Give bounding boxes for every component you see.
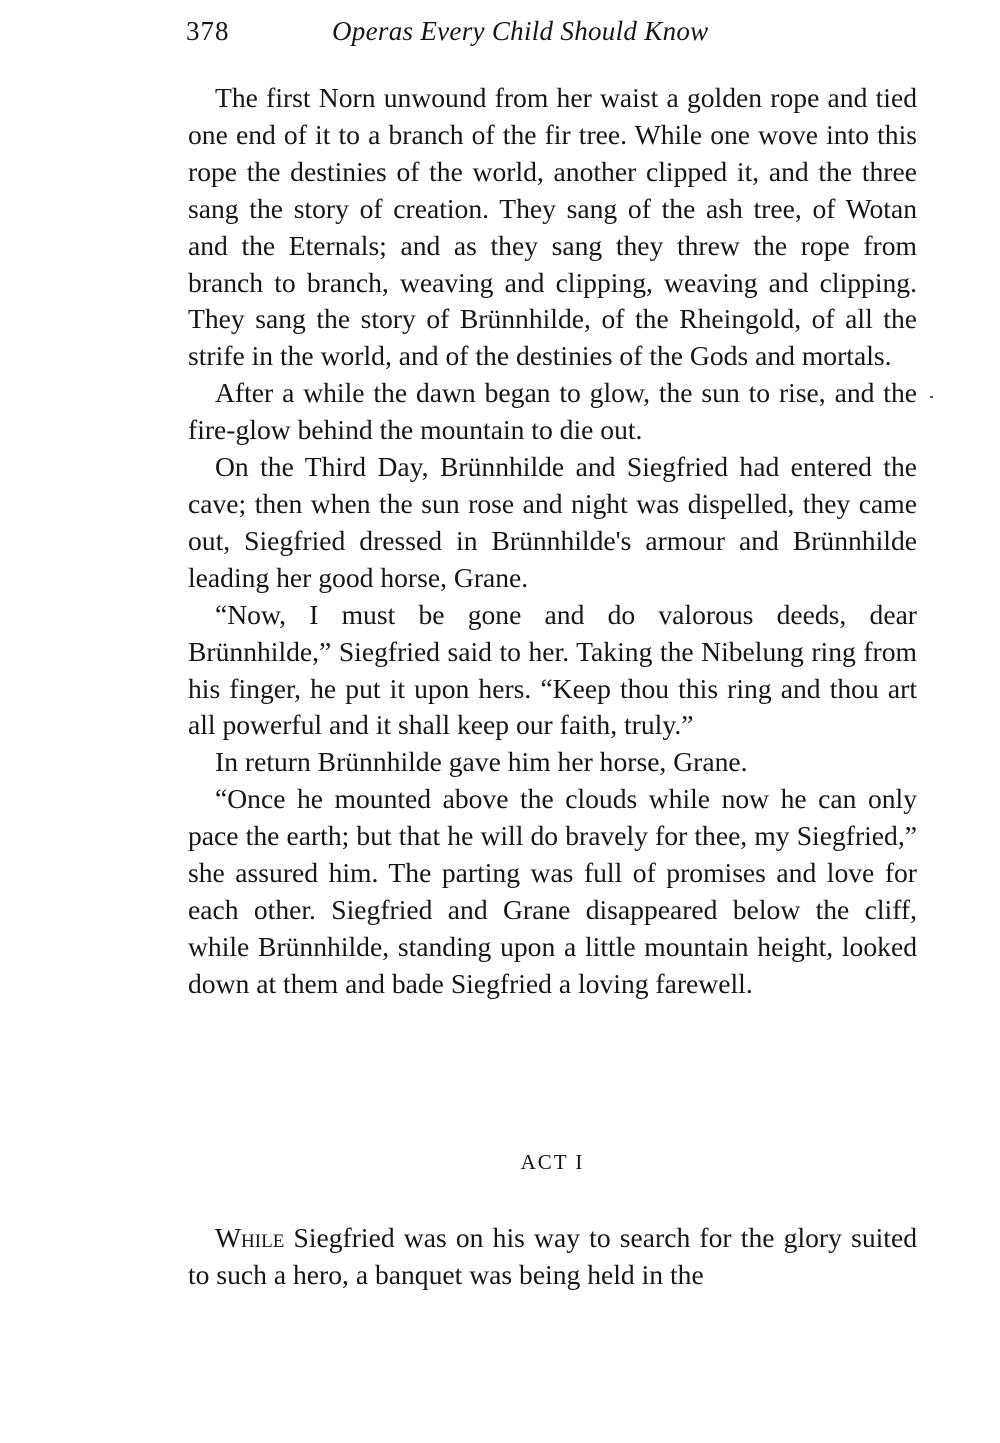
paragraph-dawn: After a while the dawn began to glow, the sun to rise, and the fire-glow behind the mountain to die out.	[188, 377, 917, 446]
act-opening-text: Siegfried was on his way to search for the glory suited to such a hero, a banquet was being held in the	[188, 1222, 917, 1290]
act-text	[188, 1219, 917, 1293]
book-title: Operas Every Child Should Know	[332, 16, 709, 46]
act-heading: ACT I	[520, 1150, 585, 1174]
print-speck	[930, 396, 933, 398]
paragraph-norns: The first Norn unwound from her waist a golden rope and tied one end of it to a branch of the fir tree. While one wove into this rope the destinies of the world, another clipped it, and the three sang the story of creation. They sang of the ash tree, of Wotan and the Eternals; and as they sang they threw the rope from branch to branch, weaving and clipping, weaving and clipping. They sang the story of Brünnhilde, of the Rheingold, of all the strife in the world, and of the destinies of the Gods and mortals.	[188, 82, 917, 372]
paragraph-farewell: “Once he mounted above the clouds while now he can only pace the earth; but that he will do bravely for thee, my Siegfried,” she assured him. The parting was full of promises and love for each other. Siegfried and Grane disappeared below the cliff, while Brünnhilde, standing upon a little mountain height, looked down at them and bade Siegfried a loving farewell.	[188, 783, 917, 999]
page-number: 378	[186, 16, 230, 46]
paragraph-horse-gift: In return Brünnhilde gave him her horse, Grane.	[215, 746, 748, 778]
body-text	[188, 80, 917, 1003]
paragraph-ring-gift: “Now, I must be gone and do valorous deeds, dear Brünnhilde,” Siegfried said to her. Taking the Nibelung ring from his finger, he put it upon hers. “Keep thou this ring and thou art all powerful and it shall keep our faith, truly.”	[188, 598, 917, 741]
running-head	[186, 16, 918, 56]
paragraph-third-day: On the Third Day, Brünnhilde and Siegfried had entered the cave; then when the sun rose and night was dispelled, they came out, Siegfried dressed in Brünnhilde's armour and Brünnhilde leading her good horse, Grane.	[188, 451, 917, 593]
act-lead-word: While	[215, 1222, 285, 1253]
paragraph-act-opening	[188, 1219, 917, 1293]
